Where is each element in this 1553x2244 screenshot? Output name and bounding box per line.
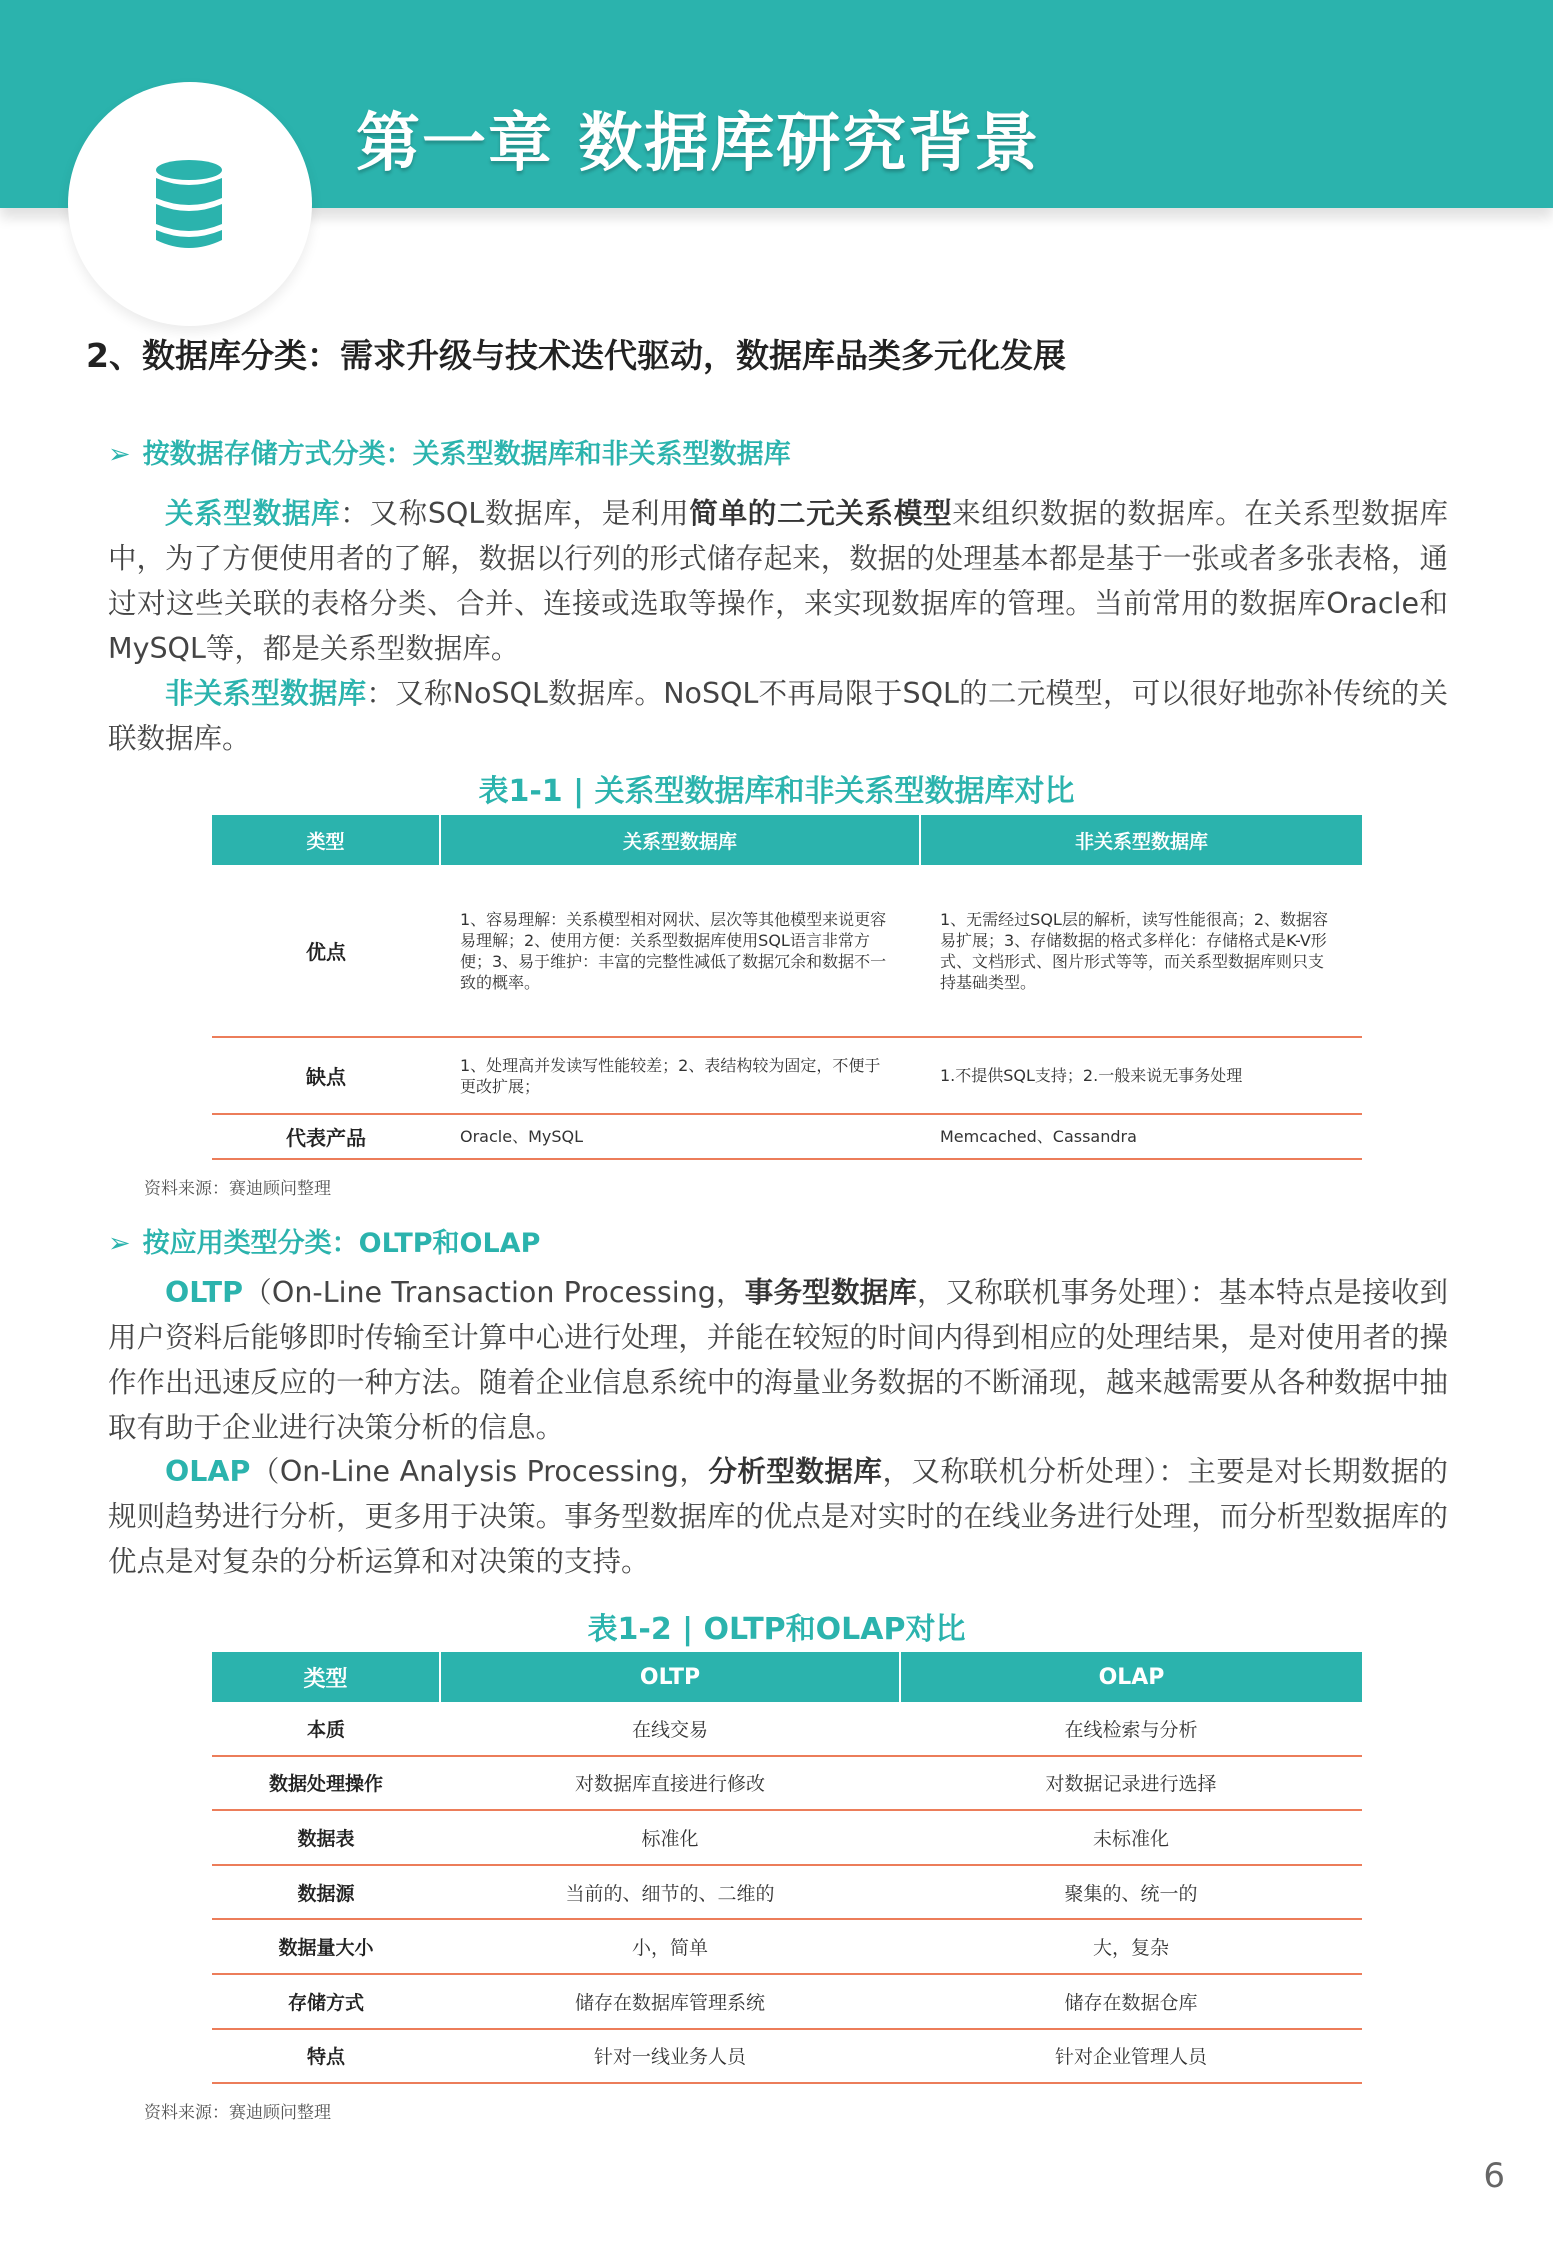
cell-oltp: 针对一线业务人员 <box>440 2029 900 2084</box>
table-row <box>212 865 1362 1037</box>
cell-oltp: 当前的、细节的、二维的 <box>440 1865 900 1920</box>
cell-olap: 在线检索与分析 <box>900 1702 1362 1756</box>
oltp-term: OLTP <box>165 1276 243 1309</box>
table-row <box>212 1037 1362 1114</box>
cell-nonrelational: Memcached、Cassandra <box>920 1114 1362 1159</box>
table1-source: 资料来源：赛迪顾问整理 <box>144 1179 331 1199</box>
oltp-bold: 事务型数据库 <box>744 1276 918 1309</box>
table1-header-relational: 关系型数据库 <box>440 815 920 865</box>
cell-nonrelational: 1、无需经过SQL层的解析，读写性能很高；2、数据容易扩展；3、存储数据的格式多样化：存储格式是K-V形式、文档形式、图片形式等等，而关系型数据库则只支持基础类型。 <box>920 865 1362 1037</box>
table-row <box>212 1756 1362 1811</box>
relational-bold: 简单的二元关系模型 <box>689 497 953 530</box>
cell-olap: 针对企业管理人员 <box>900 2029 1362 2084</box>
cell-nonrelational: 1.不提供SQL支持；2.一般来说无事务处理 <box>920 1037 1362 1114</box>
table-row <box>212 1810 1362 1865</box>
cell-oltp: 储存在数据库管理系统 <box>440 1974 900 2029</box>
cell-oltp: 小，简单 <box>440 1919 900 1974</box>
chapter-title: 第一章 数据库研究背景 <box>356 107 1041 181</box>
cell-relational: 1、容易理解：关系模型相对网状、层次等其他模型来说更容易理解；2、使用方便：关系型数据库使用SQL语言非常方便；3、易于维护：丰富的完整性减低了数据冗余和数据不一致的概率。 <box>440 865 920 1037</box>
cell-olap: 储存在数据仓库 <box>900 1974 1362 2029</box>
application-subheading <box>108 1221 540 1260</box>
relational-term: 关系型数据库 <box>165 497 341 530</box>
row-label: 数据量大小 <box>212 1919 440 1974</box>
table1-header-row <box>212 815 1362 865</box>
page-number: 6 <box>1483 2156 1505 2196</box>
cell-olap: 对数据记录进行选择 <box>900 1756 1362 1811</box>
oltp-paragraph: OLTP（On-Line Transaction Processing，事务型数据库，又称联机事务处理）：基本特点是接收到用户资料后能够即时传输至计算中心进行处理，并能在较短的时间内得到相应的处理结果，是对使用者的操作作出迅速反应的一种方法。随着企业信息系统中的海量业务数据的不断涌现，越来越需要从各种数据中抽取有助于企业进行决策分析的信息。 <box>108 1276 1448 1444</box>
table2-header-type: 类型 <box>212 1652 440 1702</box>
cell-oltp: 对数据库直接进行修改 <box>440 1756 900 1811</box>
row-label: 特点 <box>212 2029 440 2084</box>
olap-term: OLAP <box>165 1455 251 1488</box>
row-label: 缺点 <box>212 1037 440 1114</box>
arrow-icon: ➢ <box>108 1228 131 1259</box>
row-label: 数据处理操作 <box>212 1756 440 1811</box>
table-row <box>212 1974 1362 2029</box>
olap-bold: 分析型数据库 <box>708 1455 883 1488</box>
storage-subheading <box>108 432 791 471</box>
table2-title: 表1-2 | OLTP和OLAP对比 <box>587 1612 966 1647</box>
row-label: 本质 <box>212 1702 440 1756</box>
table-oltp-vs-olap <box>212 1652 1362 2084</box>
table-row <box>212 1114 1362 1159</box>
table2-header-olap: OLAP <box>900 1652 1362 1702</box>
cell-relational: 1、处理高并发读写性能较差；2、表结构较为固定，不便于更改扩展； <box>440 1037 920 1114</box>
cell-relational: Oracle、MySQL <box>440 1114 920 1159</box>
application-subheading-text: 按应用类型分类：OLTP和OLAP <box>142 1228 541 1259</box>
table1-title: 表1-1 | 关系型数据库和非关系型数据库对比 <box>478 774 1075 809</box>
cell-oltp: 在线交易 <box>440 1702 900 1756</box>
table-row <box>212 1865 1362 1920</box>
table2-header-row <box>212 1652 1362 1702</box>
section-heading: 2、数据库分类：需求升级与技术迭代驱动，数据库品类多元化发展 <box>86 336 1066 375</box>
table2-source: 资料来源：赛迪顾问整理 <box>144 2103 331 2123</box>
row-label: 代表产品 <box>212 1114 440 1159</box>
cell-olap: 未标准化 <box>900 1810 1362 1865</box>
row-label: 存储方式 <box>212 1974 440 2029</box>
relational-paragraph: 关系型数据库：又称SQL数据库，是利用简单的二元关系模型来组织数据的数据库。在关系型数据库中，为了方便使用者的了解，数据以行列的形式储存起来，数据的处理基本都是基于一张或者多张表格，通过对这些关联的表格分类、合并、连接或选取等操作，来实现数据库的管理。当前常用的数据库Oracle和MySQL等，都是关系型数据库。 <box>108 497 1448 665</box>
table-row <box>212 2029 1362 2084</box>
olap-paragraph: OLAP（On-Line Analysis Processing，分析型数据库，又称联机分析处理）：主要是对长期数据的规则趋势进行分析，更多用于决策。事务型数据库的优点是对实时的在线业务进行处理，而分析型数据库的优点是对复杂的分析运算和对决策的支持。 <box>108 1455 1448 1578</box>
nonrelational-paragraph: 非关系型数据库：又称NoSQL数据库。NoSQL不再局限于SQL的二元模型，可以很好地弥补传统的关联数据库。 <box>108 677 1448 755</box>
arrow-icon: ➢ <box>108 439 131 470</box>
cell-olap: 大，复杂 <box>900 1919 1362 1974</box>
table-relational-vs-nonrelational <box>212 815 1362 1160</box>
row-label: 优点 <box>212 865 440 1037</box>
nonrelational-term: 非关系型数据库 <box>165 677 367 710</box>
table-row <box>212 1919 1362 1974</box>
row-label: 数据源 <box>212 1865 440 1920</box>
table1-header-type: 类型 <box>212 815 440 865</box>
cell-olap: 聚集的、统一的 <box>900 1865 1362 1920</box>
table1-header-nonrelational: 非关系型数据库 <box>920 815 1362 865</box>
storage-subheading-text: 按数据存储方式分类：关系型数据库和非关系型数据库 <box>142 439 791 470</box>
table2-header-oltp: OLTP <box>440 1652 900 1702</box>
database-icon <box>150 158 228 254</box>
row-label: 数据表 <box>212 1810 440 1865</box>
cell-oltp: 标准化 <box>440 1810 900 1865</box>
table-row <box>212 1702 1362 1756</box>
